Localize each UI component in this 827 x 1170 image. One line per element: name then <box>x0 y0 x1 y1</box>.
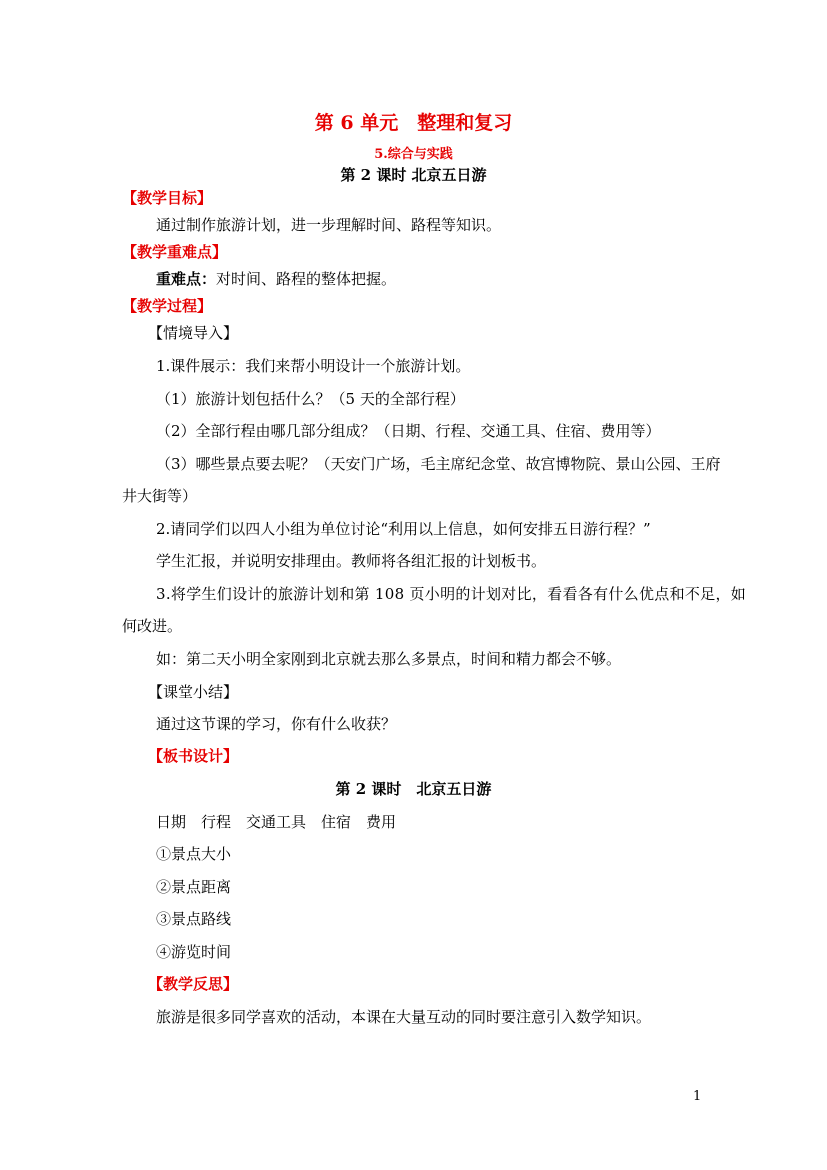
goals-text: 通过制作旅游计划，进一步理解时间、路程等知识。 <box>156 216 502 234</box>
example-text: 如：第二天小明全家刚到北京就去那么多景点，时间和精力都会不够。 <box>156 650 622 668</box>
board-item: ①景点大小 <box>156 845 232 863</box>
board-item: ④游览时间 <box>156 943 232 961</box>
process-item-2-follow: 学生汇报，并说明安排理由。教师将各组汇报的计划板书。 <box>156 552 547 570</box>
summary-heading: 【课堂小结】 <box>148 683 239 701</box>
question-3-line-2: 井大街等） <box>122 487 198 505</box>
key-points-heading: 【教学重难点】 <box>122 243 228 261</box>
board-item: ②景点距离 <box>156 878 232 896</box>
board-heading: 【板书设计】 <box>148 747 239 765</box>
process-item-3-line-1: 3.将学生们设计的旅游计划和第 108 页小明的计划对比，看看各有什么优点和不足，如 <box>156 585 747 603</box>
process-item-3-line-2: 何改进。 <box>122 617 183 635</box>
lesson-title: 第 2 课时 北京五日游 <box>340 166 487 184</box>
process-item-2: 2.请同学们以四人小组为单位讨论“利用以上信息，如何安排五日游行程？” <box>156 520 651 538</box>
goals-heading: 【教学目标】 <box>122 189 213 207</box>
unit-title: 第 6 单元 整理和复习 <box>314 112 513 134</box>
section-title: 5.综合与实践 <box>374 147 453 162</box>
question-2: （2）全部行程由哪几部分组成？（日期、行程、交通工具、住宿、费用等） <box>156 422 661 440</box>
summary-text: 通过这节课的学习，你有什么收获？ <box>156 715 397 733</box>
process-heading: 【教学过程】 <box>122 297 213 315</box>
key-points-label: 重难点： <box>156 270 217 288</box>
board-columns: 日期 行程 交通工具 住宿 费用 <box>156 813 397 831</box>
key-points-text: 对时间、路程的整体把握。 <box>216 270 397 288</box>
question-1: （1）旅游计划包括什么？（5 天的全部行程） <box>156 390 465 408</box>
question-3-line-1: （3）哪些景点要去呢？（天安门广场，毛主席纪念堂、故宫博物院、景山公园、王府 <box>156 455 721 473</box>
key-points-line <box>156 269 396 289</box>
board-item: ③景点路线 <box>156 910 232 928</box>
reflection-text: 旅游是很多同学喜欢的活动，本课在大量互动的同时要注意引入数学知识。 <box>156 1008 652 1026</box>
board-title: 第 2 课时 北京五日游 <box>335 780 492 798</box>
process-item-1: 1.课件展示：我们来帮小明设计一个旅游计划。 <box>156 357 471 375</box>
reflection-heading: 【教学反思】 <box>148 975 239 993</box>
page-number: 1 <box>693 1089 702 1104</box>
intro-heading: 【情境导入】 <box>148 324 239 342</box>
